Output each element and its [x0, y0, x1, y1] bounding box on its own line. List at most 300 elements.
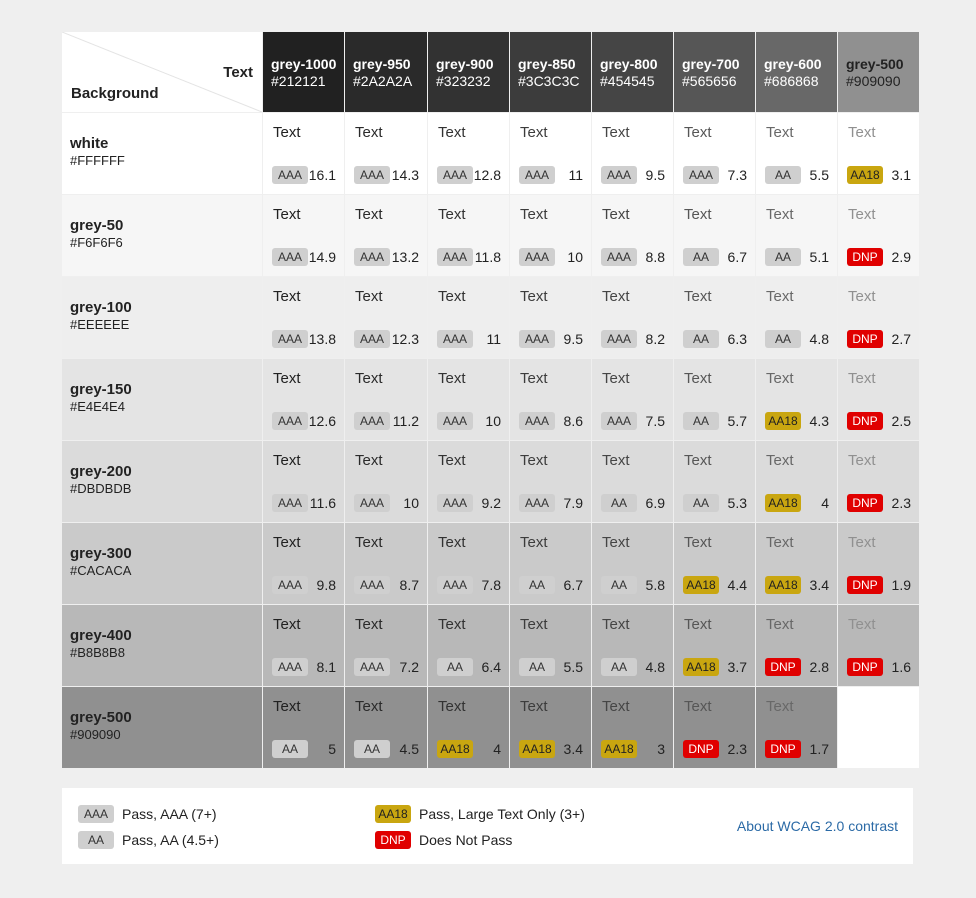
sample-text: Text	[355, 206, 383, 223]
rating-badge: DNP	[847, 248, 883, 266]
rating-badge: AAA	[437, 330, 473, 348]
contrast-cell	[674, 277, 755, 358]
sample-text: Text	[684, 616, 712, 633]
sample-text: Text	[684, 452, 712, 469]
sample-text: Text	[848, 616, 876, 633]
contrast-cell	[592, 195, 673, 276]
column-hex: #565656	[682, 73, 737, 89]
legend-label-aa18: Pass, Large Text Only (3+)	[419, 806, 585, 822]
contrast-cell	[345, 687, 427, 768]
column-name: grey-500	[846, 56, 904, 72]
sample-text: Text	[273, 452, 301, 469]
column-header	[510, 32, 591, 112]
row-header	[62, 441, 262, 522]
rating-badge: DNP	[847, 412, 883, 430]
rating-badge: AAA	[683, 166, 719, 184]
contrast-ratio: 12.6	[308, 413, 336, 429]
contrast-cell	[756, 359, 837, 440]
rating-badge: AAA	[272, 166, 308, 184]
contrast-cell	[756, 523, 837, 604]
contrast-cell	[428, 277, 509, 358]
rating-badge: DNP	[765, 740, 801, 758]
contrast-cell	[674, 441, 755, 522]
row-hex: #B8B8B8	[70, 645, 125, 660]
rating-badge: AA18	[519, 740, 555, 758]
contrast-cell	[428, 523, 509, 604]
column-hex: #323232	[436, 73, 491, 89]
contrast-cell	[838, 113, 919, 194]
contrast-cell	[838, 195, 919, 276]
contrast-ratio: 8.8	[645, 249, 665, 265]
contrast-cell	[674, 113, 755, 194]
sample-text: Text	[438, 206, 466, 223]
contrast-ratio: 16.1	[308, 167, 336, 183]
contrast-cell	[674, 605, 755, 686]
legend-badge-aa: AA	[78, 831, 114, 849]
column-hex: #909090	[846, 73, 901, 89]
sample-text: Text	[273, 288, 301, 305]
contrast-cell	[592, 113, 673, 194]
contrast-cell	[510, 441, 591, 522]
row-name: grey-200	[70, 463, 132, 480]
contrast-cell	[263, 277, 344, 358]
rating-badge: AAA	[437, 248, 473, 266]
sample-text: Text	[273, 616, 301, 633]
contrast-ratio: 10	[485, 413, 501, 429]
rating-badge: AA	[272, 740, 308, 758]
contrast-cell	[838, 523, 919, 604]
sample-text: Text	[520, 124, 548, 141]
contrast-ratio: 3.1	[891, 167, 911, 183]
rating-badge: AA	[765, 248, 801, 266]
rating-badge: AAA	[354, 166, 390, 184]
contrast-ratio: 11.8	[474, 249, 501, 265]
contrast-ratio: 1.7	[809, 741, 829, 757]
rating-badge: AAA	[437, 494, 473, 512]
rating-badge: AAA	[354, 412, 390, 430]
row-name: grey-150	[70, 381, 132, 398]
contrast-cell	[838, 441, 919, 522]
row-header	[62, 195, 262, 276]
sample-text: Text	[766, 288, 794, 305]
rating-badge: AA	[765, 166, 801, 184]
rating-badge: AA18	[765, 494, 801, 512]
contrast-cell	[428, 687, 509, 768]
column-header	[674, 32, 755, 112]
rating-badge: DNP	[765, 658, 801, 676]
row-header	[62, 277, 262, 358]
sample-text: Text	[602, 206, 630, 223]
contrast-ratio: 4.5	[399, 741, 419, 757]
contrast-ratio: 2.5	[891, 413, 911, 429]
row-hex: #FFFFFF	[70, 153, 125, 168]
contrast-cell	[510, 113, 591, 194]
contrast-cell	[838, 277, 919, 358]
sample-text: Text	[848, 370, 876, 387]
contrast-ratio: 3	[657, 741, 665, 757]
contrast-cell	[674, 687, 755, 768]
contrast-ratio: 1.9	[891, 577, 911, 593]
legend-label-aa: Pass, AA (4.5+)	[122, 832, 219, 848]
sample-text: Text	[438, 370, 466, 387]
contrast-cell	[756, 605, 837, 686]
sample-text: Text	[766, 206, 794, 223]
sample-text: Text	[520, 206, 548, 223]
row-hex: #CACACA	[70, 563, 132, 578]
contrast-ratio: 13.8	[308, 331, 336, 347]
row-header	[62, 605, 262, 686]
contrast-ratio: 6.9	[645, 495, 665, 511]
rating-badge: DNP	[847, 494, 883, 512]
contrast-ratio: 2.7	[891, 331, 911, 347]
column-name: grey-1000	[271, 56, 337, 72]
row-header	[62, 523, 262, 604]
row-hex: #DBDBDB	[70, 481, 132, 496]
contrast-cell	[510, 605, 591, 686]
sample-text: Text	[766, 124, 794, 141]
contrast-ratio: 11.6	[309, 495, 336, 511]
contrast-ratio: 4.8	[645, 659, 665, 675]
sample-text: Text	[766, 452, 794, 469]
sample-text: Text	[766, 616, 794, 633]
rating-badge: AA18	[437, 740, 473, 758]
rating-badge: AAA	[437, 166, 473, 184]
sample-text: Text	[355, 534, 383, 551]
contrast-ratio: 7.2	[399, 659, 419, 675]
rating-badge: AAA	[354, 494, 390, 512]
sample-text: Text	[684, 534, 712, 551]
column-header	[838, 32, 919, 112]
contrast-ratio: 14.9	[308, 249, 336, 265]
contrast-cell	[428, 605, 509, 686]
row-name: grey-300	[70, 545, 132, 562]
rating-badge: AAA	[437, 412, 473, 430]
contrast-ratio: 12.3	[391, 331, 419, 347]
contrast-ratio: 6.3	[727, 331, 747, 347]
contrast-cell	[345, 195, 427, 276]
contrast-cell	[838, 359, 919, 440]
sample-text: Text	[766, 534, 794, 551]
rating-badge: AAA	[272, 576, 308, 594]
contrast-cell	[428, 113, 509, 194]
sample-text: Text	[355, 616, 383, 633]
contrast-ratio: 5.7	[727, 413, 747, 429]
sample-text: Text	[848, 288, 876, 305]
legend-label-aaa: Pass, AAA (7+)	[122, 806, 217, 822]
contrast-cell	[592, 523, 673, 604]
rating-badge: AA	[683, 412, 719, 430]
rating-badge: AAA	[519, 166, 555, 184]
sample-text: Text	[520, 616, 548, 633]
contrast-cell	[756, 441, 837, 522]
contrast-cell	[756, 195, 837, 276]
contrast-cell	[428, 195, 509, 276]
contrast-ratio: 4.3	[809, 413, 829, 429]
contrast-cell	[756, 687, 837, 768]
contrast-ratio: 8.7	[399, 577, 419, 593]
sample-text: Text	[602, 616, 630, 633]
contrast-cell	[263, 687, 344, 768]
contrast-ratio: 8.2	[645, 331, 665, 347]
column-hex: #2A2A2A	[353, 73, 413, 89]
contrast-cell	[428, 359, 509, 440]
sample-text: Text	[438, 616, 466, 633]
contrast-cell	[592, 359, 673, 440]
sample-text: Text	[848, 206, 876, 223]
legend	[62, 788, 913, 864]
contrast-ratio: 2.8	[809, 659, 829, 675]
sample-text: Text	[355, 288, 383, 305]
rating-badge: AA18	[847, 166, 883, 184]
sample-text: Text	[520, 698, 548, 715]
column-header	[263, 32, 344, 112]
column-name: grey-700	[682, 56, 740, 72]
row-name: grey-400	[70, 627, 132, 644]
contrast-ratio: 7.8	[481, 577, 501, 593]
contrast-cell	[592, 441, 673, 522]
column-header	[428, 32, 509, 112]
contrast-ratio: 9.5	[563, 331, 583, 347]
contrast-ratio: 9.8	[316, 577, 336, 593]
contrast-ratio: 9.5	[645, 167, 665, 183]
sample-text: Text	[273, 534, 301, 551]
rating-badge: AAA	[601, 248, 637, 266]
sample-text: Text	[355, 370, 383, 387]
rating-badge: DNP	[683, 740, 719, 758]
rating-badge: DNP	[847, 576, 883, 594]
sample-text: Text	[273, 206, 301, 223]
rating-badge: AA	[683, 248, 719, 266]
contrast-ratio: 11.2	[392, 413, 419, 429]
contrast-ratio: 2.3	[727, 741, 747, 757]
contrast-cell	[263, 441, 344, 522]
legend-badge-aaa: AAA	[78, 805, 114, 823]
contrast-ratio: 11	[486, 331, 501, 347]
rating-badge: AA18	[765, 576, 801, 594]
contrast-cell	[263, 605, 344, 686]
rating-badge: AA	[601, 658, 637, 676]
sample-text: Text	[438, 124, 466, 141]
sample-text: Text	[520, 288, 548, 305]
sample-text: Text	[273, 698, 301, 715]
text-axis-label: Text	[223, 64, 253, 81]
contrast-cell	[674, 359, 755, 440]
contrast-cell	[345, 523, 427, 604]
contrast-ratio: 5	[328, 741, 336, 757]
sample-text: Text	[273, 124, 301, 141]
contrast-cell	[510, 687, 591, 768]
sample-text: Text	[355, 452, 383, 469]
contrast-cell	[345, 605, 427, 686]
contrast-ratio: 7.5	[645, 413, 665, 429]
rating-badge: AA18	[765, 412, 801, 430]
sample-text: Text	[438, 288, 466, 305]
contrast-cell	[674, 523, 755, 604]
contrast-cell	[345, 113, 427, 194]
sample-text: Text	[520, 452, 548, 469]
empty-cell	[838, 687, 919, 768]
row-name: grey-500	[70, 709, 132, 726]
sample-text: Text	[602, 124, 630, 141]
contrast-cell	[592, 277, 673, 358]
contrast-cell	[428, 441, 509, 522]
contrast-cell	[263, 195, 344, 276]
sample-text: Text	[273, 370, 301, 387]
contrast-ratio: 7.3	[727, 167, 747, 183]
row-name: grey-100	[70, 299, 132, 316]
sample-text: Text	[602, 698, 630, 715]
contrast-ratio: 5.5	[563, 659, 583, 675]
rating-badge: AAA	[354, 248, 390, 266]
row-header	[62, 687, 262, 768]
legend-badge-dnp: DNP	[375, 831, 411, 849]
rating-badge: AA	[765, 330, 801, 348]
sample-text: Text	[848, 452, 876, 469]
contrast-ratio: 12.8	[473, 167, 501, 183]
sample-text: Text	[684, 124, 712, 141]
contrast-cell	[838, 605, 919, 686]
contrast-ratio: 5.8	[645, 577, 665, 593]
column-name: grey-900	[436, 56, 494, 72]
rating-badge: AAA	[437, 576, 473, 594]
rating-badge: DNP	[847, 330, 883, 348]
sample-text: Text	[766, 698, 794, 715]
rating-badge: AAA	[272, 330, 308, 348]
contrast-cell	[510, 523, 591, 604]
contrast-ratio: 8.6	[563, 413, 583, 429]
contrast-cell	[756, 277, 837, 358]
rating-badge: AAA	[354, 330, 390, 348]
contrast-ratio: 4	[821, 495, 829, 511]
contrast-cell	[263, 113, 344, 194]
sample-text: Text	[848, 534, 876, 551]
sample-text: Text	[355, 124, 383, 141]
sample-text: Text	[602, 534, 630, 551]
contrast-cell	[263, 359, 344, 440]
rating-badge: AA18	[683, 576, 719, 594]
row-hex: #EEEEEE	[70, 317, 130, 332]
contrast-ratio: 5.1	[809, 249, 829, 265]
sample-text: Text	[355, 698, 383, 715]
contrast-ratio: 11	[568, 167, 583, 183]
sample-text: Text	[684, 698, 712, 715]
contrast-cell	[674, 195, 755, 276]
row-hex: #F6F6F6	[70, 235, 123, 250]
rating-badge: AAA	[354, 576, 390, 594]
contrast-ratio: 5.3	[727, 495, 747, 511]
sample-text: Text	[684, 206, 712, 223]
contrast-ratio: 7.9	[563, 495, 583, 511]
contrast-ratio: 13.2	[391, 249, 419, 265]
contrast-ratio: 5.5	[809, 167, 829, 183]
sample-text: Text	[520, 534, 548, 551]
contrast-cell	[592, 687, 673, 768]
column-hex: #686868	[764, 73, 819, 89]
about-wcag-link[interactable]: About WCAG 2.0 contrast	[736, 818, 898, 834]
contrast-cell	[345, 441, 427, 522]
contrast-cell	[510, 195, 591, 276]
row-name: grey-50	[70, 217, 124, 234]
column-name: grey-950	[353, 56, 411, 72]
sample-text: Text	[438, 698, 466, 715]
contrast-ratio: 6.7	[563, 577, 583, 593]
row-name: white	[70, 135, 109, 152]
rating-badge: DNP	[847, 658, 883, 676]
contrast-cell	[756, 113, 837, 194]
rating-badge: AAA	[601, 412, 637, 430]
contrast-ratio: 10	[567, 249, 583, 265]
column-header	[756, 32, 837, 112]
rating-badge: AAA	[601, 330, 637, 348]
rating-badge: AAA	[354, 658, 390, 676]
contrast-ratio: 3.4	[563, 741, 583, 757]
sample-text: Text	[520, 370, 548, 387]
sample-text: Text	[438, 452, 466, 469]
column-name: grey-600	[764, 56, 822, 72]
contrast-ratio: 4	[493, 741, 501, 757]
contrast-ratio: 4.4	[727, 577, 747, 593]
rating-badge: AA	[601, 494, 637, 512]
row-header	[62, 359, 262, 440]
row-hex: #909090	[70, 727, 121, 742]
rating-badge: AA	[354, 740, 390, 758]
row-header	[62, 113, 262, 194]
background-axis-label: Background	[71, 85, 159, 102]
contrast-ratio: 6.4	[481, 659, 501, 675]
column-name: grey-800	[600, 56, 658, 72]
rating-badge: AA18	[601, 740, 637, 758]
contrast-ratio: 3.4	[809, 577, 829, 593]
rating-badge: AAA	[601, 166, 637, 184]
sample-text: Text	[684, 288, 712, 305]
contrast-ratio: 2.3	[891, 495, 911, 511]
rating-badge: AAA	[272, 494, 308, 512]
contrast-ratio: 2.9	[891, 249, 911, 265]
rating-badge: AAA	[272, 412, 308, 430]
contrast-ratio: 6.7	[727, 249, 747, 265]
contrast-cell	[592, 605, 673, 686]
sample-text: Text	[848, 124, 876, 141]
rating-badge: AAA	[519, 330, 555, 348]
sample-text: Text	[684, 370, 712, 387]
contrast-table	[62, 32, 913, 760]
contrast-ratio: 9.2	[481, 495, 501, 511]
rating-badge: AA	[519, 658, 555, 676]
sample-text: Text	[602, 288, 630, 305]
contrast-ratio: 3.7	[727, 659, 747, 675]
rating-badge: AAA	[519, 412, 555, 430]
row-hex: #E4E4E4	[70, 399, 125, 414]
contrast-ratio: 10	[403, 495, 419, 511]
rating-badge: AA18	[683, 658, 719, 676]
sample-text: Text	[766, 370, 794, 387]
contrast-cell	[345, 359, 427, 440]
column-header	[592, 32, 673, 112]
contrast-cell	[345, 277, 427, 358]
rating-badge: AAA	[519, 248, 555, 266]
legend-badge-aa18: AA18	[375, 805, 411, 823]
sample-text: Text	[602, 452, 630, 469]
column-name: grey-850	[518, 56, 576, 72]
rating-badge: AA	[683, 330, 719, 348]
rating-badge: AAA	[272, 248, 308, 266]
rating-badge: AAA	[519, 494, 555, 512]
rating-badge: AA	[601, 576, 637, 594]
rating-badge: AAA	[272, 658, 308, 676]
contrast-cell	[510, 277, 591, 358]
rating-badge: AA	[683, 494, 719, 512]
sample-text: Text	[438, 534, 466, 551]
